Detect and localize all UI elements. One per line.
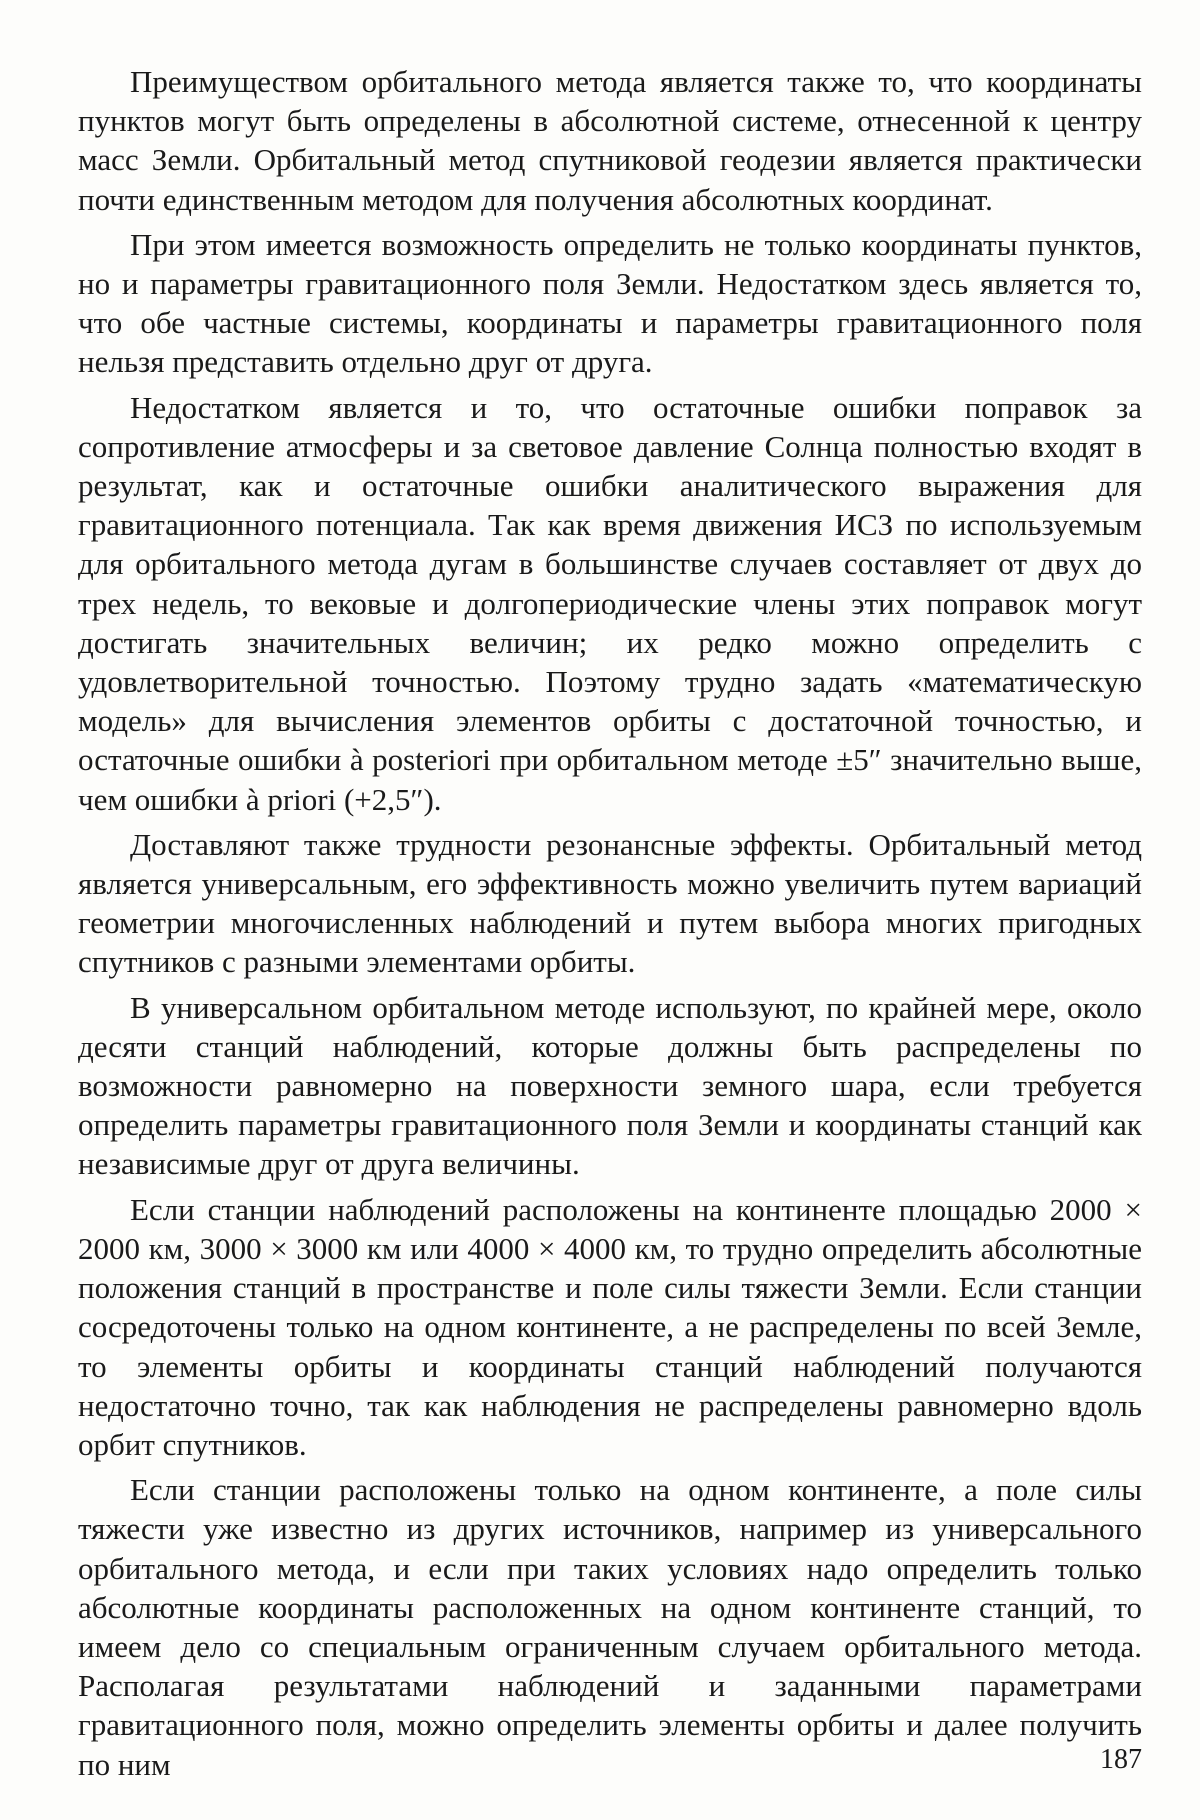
paragraph-7: Если станции расположены только на одном континенте, а поле силы тяжести уже известно из других источников, например из универсального орбитального метода, и если при таких условиях надо определить только абсолютные координаты расположенных на одном континенте станций, то имеем дело со специальным ограниченным случаем орбитального метода. Располагая результатами наблюдений и заданными параметрами гравитационного поля, можно определить элементы орбиты и далее получить по ним <box>78 1472 1142 1782</box>
paragraph-6: Если станции наблюдений расположены на континенте площадью 2000 × 2000 км, 3000 × 3000 км или 4000 × 4000 км, то трудно определить абсолютные положения станций в пространстве и поле силы тяжести Земли. Если станции сосредоточены только на одном континенте, а не распределены по всей Земле, то элементы орбиты и координаты станций наблюдений получаются недостаточно точно, так как наблюдения не распределены равномерно вдоль орбит спутников. <box>78 1191 1142 1462</box>
paragraph-5: В универсальном орбитальном методе используют, по крайней мере, около десяти станций наблюдений, которые должны быть распределены по возможности равномерно на поверхности земного шара, если требуется определить параметры гравитационного поля Земли и координаты станций как независимые друг от друга величины. <box>78 989 1142 1182</box>
page-number: 187 <box>1100 1744 1142 1775</box>
paragraph-4: Доставляют также трудности резонансные эффекты. Орбитальный метод является универсальным, его эффективность можно увеличить путем вариаций геометрии многочисленных наблюдений и путем выбора многих пригодных спутников с разными элементами орбиты. <box>78 826 1142 980</box>
paragraph-2: При этом имеется возможность определить не только координаты пунктов, но и параметры гравитационного поля Земли. Недостатком здесь является то, что обе частные системы, координаты и параметры гравитационного поля нельзя представить отдельно друг от друга. <box>78 226 1142 380</box>
paragraph-1: Преимуществом орбитального метода является также то, что координаты пунктов могут быть определены в абсолютной системе, отнесенной к центру масс Земли. Орбитальный метод спутниковой геодезии является практически почти единственным методом для получения абсолютных координат. <box>78 64 1142 217</box>
body-text <box>78 62 1142 1790</box>
paragraph-3: Недостатком является и то, что остаточные ошибки поправок за сопротивление атмосферы и за световое давление Солнца полностью входят в результат, как и остаточные ошибки аналитического выражения для гравитационного потенциала. Так как время движения ИСЗ по используемым для орбитального метода дугам в большинстве случаев составляет от двух до трех недель, то вековые и долгопериодические члены этих поправок могут достигать значительных величин; их редко можно определить с удовлетворительной точностью. Поэтому трудно задать «математическую модель» для вычисления элементов орбиты с достаточной точностью, и остаточные ошибки à posteriori при орбитальном методе ±5″ значительно выше, чем ошибки à priori (+2,5″). <box>78 389 1142 817</box>
